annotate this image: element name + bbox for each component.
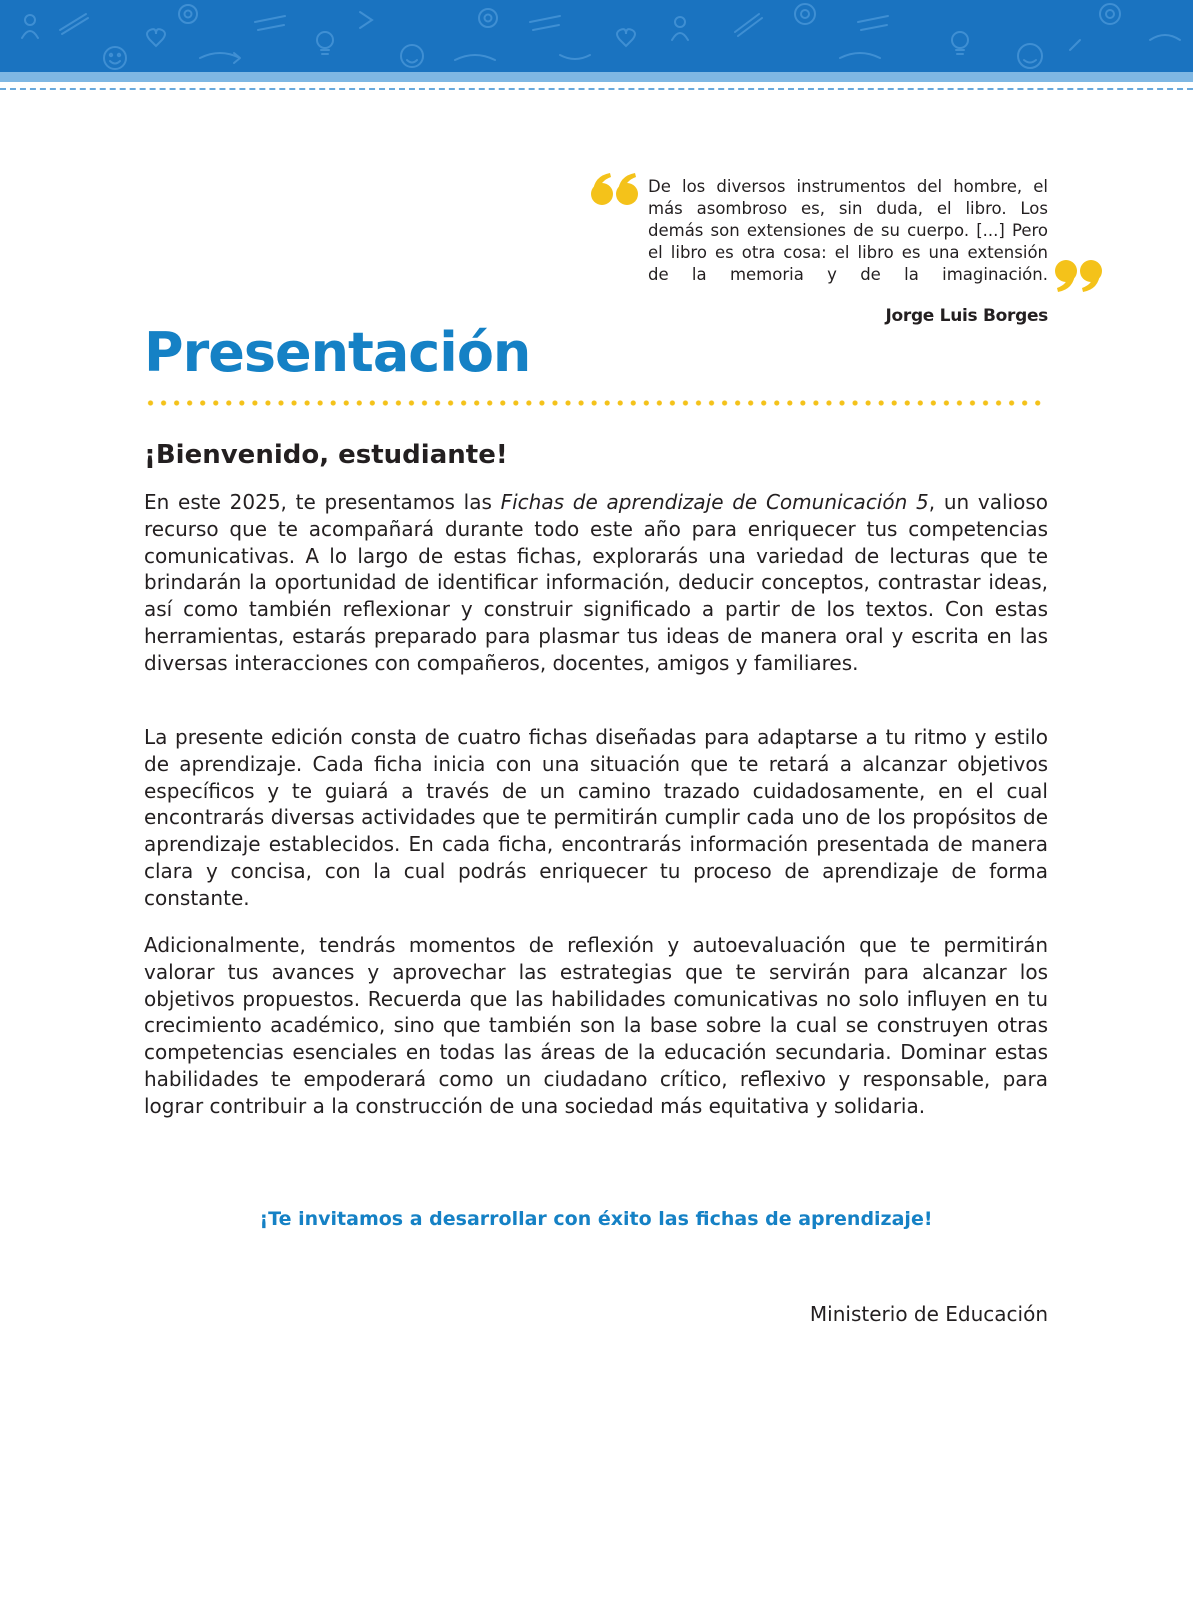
page-title: Presentación [144,321,531,384]
book-title: Fichas de aprendizaje de Comunicación 5 [500,490,929,514]
person-icon [672,17,688,40]
paragraph-intro-rest: , un valioso recurso que te acompañará durante todo este año para enriquecer tus competencias comunicativas. A lo largo de estas fichas, explorarás una variedad de lecturas que te brindarán la oportunidad de identificar información, deducir conceptos, contrastar ideas, así como también reflexionar y construir significado a partir de los textos. Con estas herramientas, estarás preparado para plasmar tus ideas de manera oral y escrita en las diversas interacciones con compañeros, docentes, amigos y familiares. [144,490,1048,675]
smiley-icon [104,47,126,69]
header-band [0,0,1193,72]
header-dashed-rule [0,88,1193,90]
invitation-text: ¡Te invitamos a desarrollar con éxito las fichas de aprendizaje! [259,1208,933,1230]
smiley-icon [401,45,423,67]
heart-icon [147,29,165,46]
smiley-icon [1018,44,1042,68]
gear-icon [1100,4,1120,24]
gear-icon [179,5,197,23]
gear-icon [479,9,497,27]
heart-icon [617,29,635,46]
pencil-icon [735,14,762,36]
gear-icon [795,4,815,24]
click-icon [858,16,888,30]
paragraph-reflection: Adicionalmente, tendrás momentos de reflexión y autoevaluación que te permitirán valorar tus avances y aprovechar las estrategias que te servirán para alcanzar los objetivos propuestos. Recuerda que las habilidades comunicativas no solo influyen en tu crecimiento académico, sino que también son la base sobre la cual se construyen otras competencias esenciales en todas las áreas de la educación secundaria. Dominar estas habilidades te empoderará como un ciudadano crítico, reflexivo y responsable, para lograr contribuir a la construcción de una sociedad más equitativa y solidaria. [144,933,1048,1118]
quote-author: Jorge Luis Borges [885,306,1048,326]
click-icon [530,16,560,30]
welcome-heading: ¡Bienvenido, estudiante! [144,440,508,470]
lightbulb-icon [317,32,333,54]
dotted-divider [144,400,1048,406]
signature: Ministerio de Educación [809,1302,1048,1326]
open-quote-icon [590,172,642,212]
paragraph-intro [144,489,1048,677]
click-icon [255,16,285,30]
lightbulb-icon [952,32,968,54]
pencil-icon [60,14,88,34]
header-pattern [0,0,1193,72]
quote-text: De los diversos instrumentos del hombre, el más asombroso es, sin duda, el libro. Los demás son extensiones de su cuerpo. [...] Pero el libro es otra cosa: el libro es una extensión de la memoria y de la imaginación. [648,177,1048,284]
person-icon [22,15,38,38]
paragraph-edition: La presente edición consta de cuatro fichas diseñadas para adaptarse a tu ritmo y estilo de aprendizaje. Cada ficha inicia con una situación que te retará a alcanzar objetivos específicos y te guiará a través de un camino trazado cuidadosamente, en el cual encontrarás diversas actividades que te permitirán cumplir cada uno de los propósitos de aprendizaje establecidos. En cada ficha, encontrarás información presentada de manera clara y concisa, con la cual podrás enriquecer tu proceso de aprendizaje de forma constante. [144,725,1048,910]
paragraph-intro-start: En este 2025, te presentamos las [144,490,501,514]
close-quote-icon [1052,258,1104,298]
header-stripe [0,72,1193,82]
